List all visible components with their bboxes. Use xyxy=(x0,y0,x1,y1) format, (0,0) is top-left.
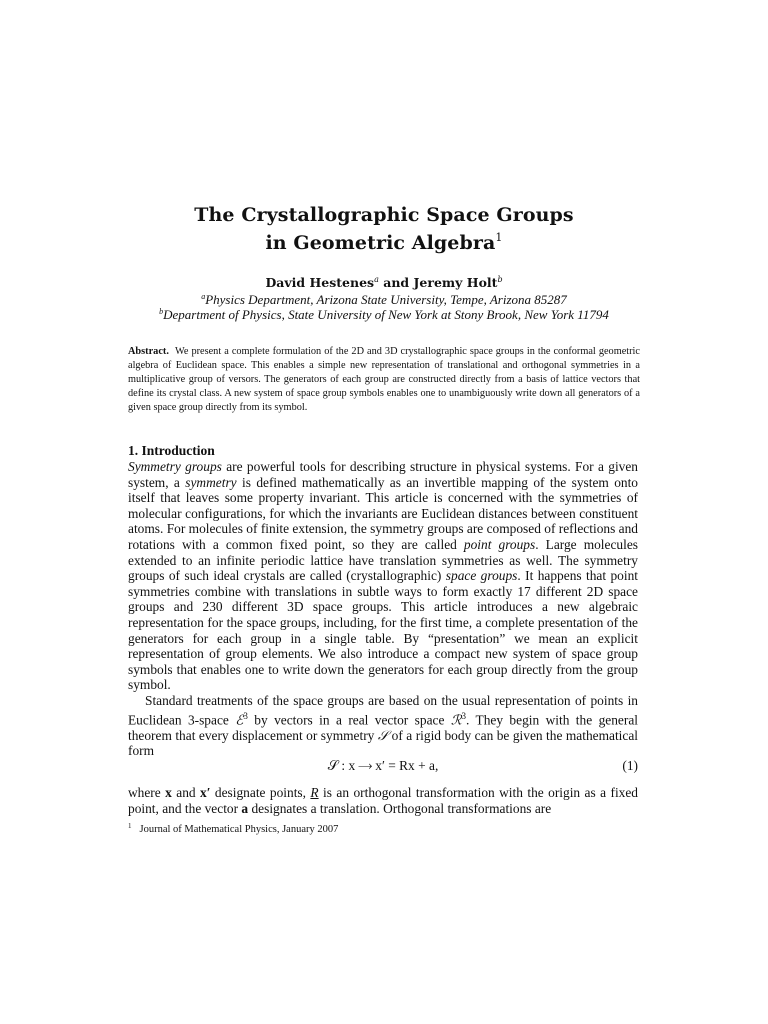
affiliation-mark-b: b xyxy=(159,307,164,316)
author-mark-a: a xyxy=(374,275,379,284)
affiliation-text-b: Department of Physics, State University of New York at Stony Brook, New York 11794 xyxy=(163,307,609,322)
p3-text-d: is an orthogonal transformation with the origin as a fixed point, and the vector xyxy=(128,785,638,816)
p1-text-a: are powerful tools for describing structure in physical systems. For a given system, a xyxy=(128,459,639,490)
p2-text-b: by vectors in a real vector space xyxy=(247,712,451,728)
symbol-vector-space: ℛ xyxy=(450,712,462,728)
p3-text-c: designate points, xyxy=(210,785,311,800)
author-list xyxy=(0,275,768,290)
footnote-text: Journal of Mathematical Physics, January 2007 xyxy=(139,824,339,835)
section-heading-text: 1. Introduction xyxy=(128,443,215,458)
author-conjunction: and xyxy=(378,275,414,290)
author-holt: Jeremy Holt xyxy=(413,275,498,290)
affiliation-text-a: Physics Department, Arizona State University, Tempe, Arizona 85287 xyxy=(205,292,567,307)
intro-paragraph-3 xyxy=(128,785,638,816)
symbol-a: a xyxy=(241,800,249,816)
author-mark-b: b xyxy=(497,275,503,284)
intro-paragraph-2 xyxy=(128,693,638,759)
p2-text-c: . They begin with the general theorem that every displacement or symmetry xyxy=(128,712,638,743)
equation-number: (1) xyxy=(622,758,638,773)
title-text-1: The Crystallographic Space Groups xyxy=(194,204,574,226)
p1-text-b: is defined mathematically as an invertible mapping of the system onto itself that leaves some property invariant. This article is concerned with the symmetries of molecular configurations, for which the invariants are Euclidean distances between constituent atoms. For molecules of finite extension, the symmetry groups are composed of reflections and rotations with a common fixed point, so they are called xyxy=(128,474,639,552)
term-symmetry: symmetry xyxy=(185,474,237,490)
p3-text-e: designates a translation. Orthogonal transformations are xyxy=(248,800,552,816)
equation-text: 𝒮 : x ⟶ x′ = Rx + a, xyxy=(327,758,439,773)
section-heading-introduction xyxy=(128,443,215,459)
symbol-x-prime: x′ xyxy=(200,785,211,800)
author-hestenes: David Hestenes xyxy=(265,275,375,290)
abstract xyxy=(128,345,640,415)
superscript-3a: 3 xyxy=(243,710,248,721)
symbol-R-underlined: R xyxy=(310,785,319,800)
title-text-2: in Geometric Algebra xyxy=(265,232,496,254)
p3-text-b: and xyxy=(171,785,201,800)
paper-title-line-1 xyxy=(0,204,768,226)
p2-text-d: of a rigid body can be given the mathematical form xyxy=(128,727,638,759)
paper-title-line-2 xyxy=(0,231,768,254)
symbol-x: x xyxy=(165,785,172,800)
p2-text-a: Standard treatments of the space groups are based on the usual representation of points in Euclidean 3-space xyxy=(128,693,638,728)
abstract-label: Abstract. xyxy=(128,346,169,357)
p1-text-c: . Large molecules extended to an infinite periodic lattice have translation symmetries as well. The symmetry groups of such ideal crystals are called (crystallographic) xyxy=(128,536,638,584)
term-symmetry-groups: Symmetry groups xyxy=(128,459,222,474)
footnote-mark: 1 xyxy=(128,822,132,830)
equation-1 xyxy=(128,758,638,776)
superscript-3b: 3 xyxy=(461,710,466,721)
term-space-groups: space groups xyxy=(445,568,518,584)
title-footnote-mark: 1 xyxy=(495,231,503,244)
p3-text-a: where xyxy=(128,785,166,800)
affiliation-mark-a: a xyxy=(201,292,206,301)
symbol-euclidean-space: ℰ xyxy=(235,712,244,728)
intro-paragraph-1 xyxy=(128,459,638,693)
p1-text-d: . It happens that point symmetries combine with translations in subtle ways to form exactly 17 different 2D space groups and 230 different 3D space groups. This article introduces a new algebraic representation for the space groups, including, for the first time, a complete presentation of the generators for each group in a single table. By “presentation” we mean an explicit representation of group elements. We also introduce a compact new system of space group symbols that enables one to write down the generators for each group directly from the group symbol. xyxy=(128,568,639,693)
affiliation-a xyxy=(0,292,768,308)
term-point-groups: point groups xyxy=(463,536,536,552)
affiliation-b xyxy=(0,307,768,323)
abstract-text: We present a complete formulation of the 2D and 3D crystallographic space groups in the conformal geometric algebra of Euclidean space. This enables a simple new representation of translational and orthogonal symmetries in a multiplicative group of versors. The generators of each group are constructed directly from a basis of lattice vectors that define its crystal class. A new system of space group symbols enables one to unambiguously write down all generators of a given space group directly from its symbol. xyxy=(128,346,640,413)
footnote-1 xyxy=(128,822,338,835)
equation-body xyxy=(128,758,638,774)
symbol-symmetry: 𝒮 xyxy=(377,727,389,743)
